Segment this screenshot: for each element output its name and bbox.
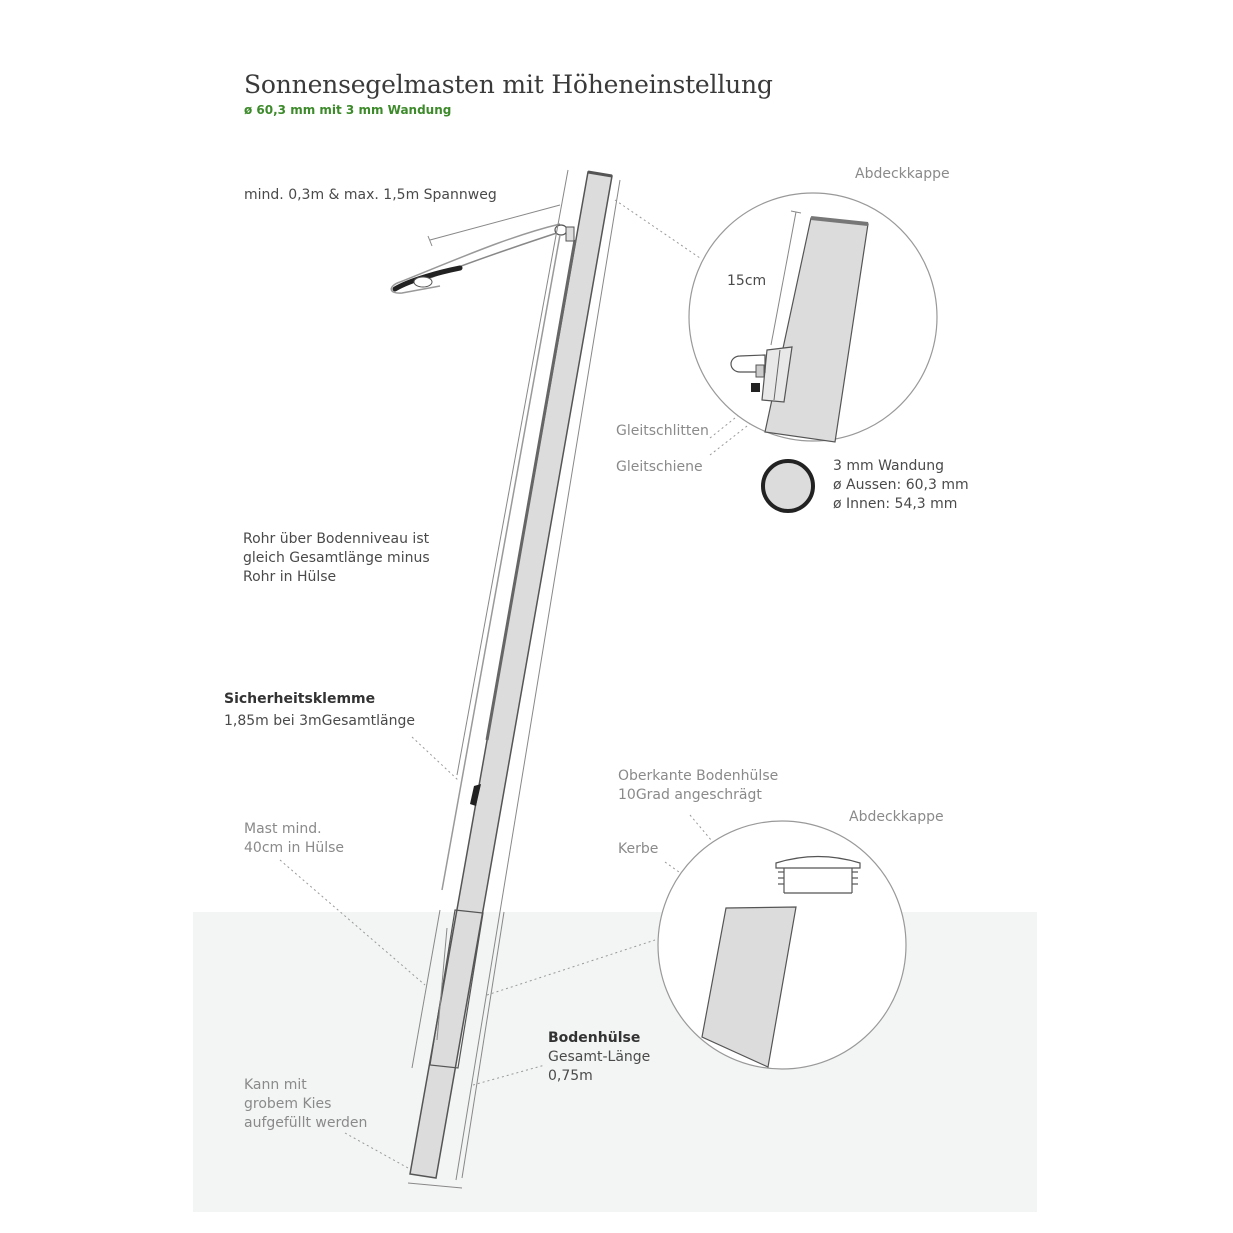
label-mast: Mast mind. 40cm in Hülse	[244, 821, 345, 856]
label-bodenhuelse: Gesamt-Länge 0,75m	[548, 1049, 651, 1084]
mast-pole	[410, 172, 612, 1178]
label-rohr: Rohr über Bodenniveau ist gleich Gesamtlänge minus Rohr in Hülse	[243, 531, 430, 585]
glide-rail	[487, 240, 575, 740]
tube-cross-section	[763, 461, 813, 511]
label-kies: Kann mit grobem Kies aufgefüllt werden	[244, 1077, 368, 1131]
label-abdeckkappe-top: Abdeckkappe	[855, 166, 950, 182]
page-title: Sonnensegelmasten mit Höheneinstellung	[244, 70, 773, 99]
label-wandung-specs	[833, 457, 969, 514]
label-kerbe: Kerbe	[618, 841, 659, 857]
label-bodenhuelse-title: Bodenhülse	[548, 1030, 641, 1046]
label-sicherheitsklemme-suffix: Gesamtlänge	[321, 713, 415, 729]
label-oberkante: Oberkante Bodenhülse 10Grad angeschrägt	[618, 768, 779, 803]
label-sicherheitsklemme-title: Sicherheitsklemme	[224, 691, 376, 707]
label-wandung: 3 mm Wandung	[833, 458, 945, 474]
label-sicherheitsklemme	[224, 712, 415, 731]
label-innen: ø Innen: 54,3 mm	[833, 496, 958, 512]
label-spannweg: mind. 0,3m & max. 1,5m Spannweg	[244, 187, 497, 203]
label-sicherheitsklemme-value: 1,85m bei 3m	[224, 713, 322, 729]
page-subtitle: ø 60,3 mm mit 3 mm Wandung	[244, 103, 452, 117]
label-abdeckkappe-bottom: Abdeckkappe	[849, 809, 944, 825]
label-gleitschiene: Gleitschiene	[616, 459, 703, 475]
label-gleitschlitten: Gleitschlitten	[616, 423, 709, 439]
label-15cm: 15cm	[727, 273, 767, 289]
label-aussen: ø Aussen: 60,3 mm	[833, 477, 969, 493]
